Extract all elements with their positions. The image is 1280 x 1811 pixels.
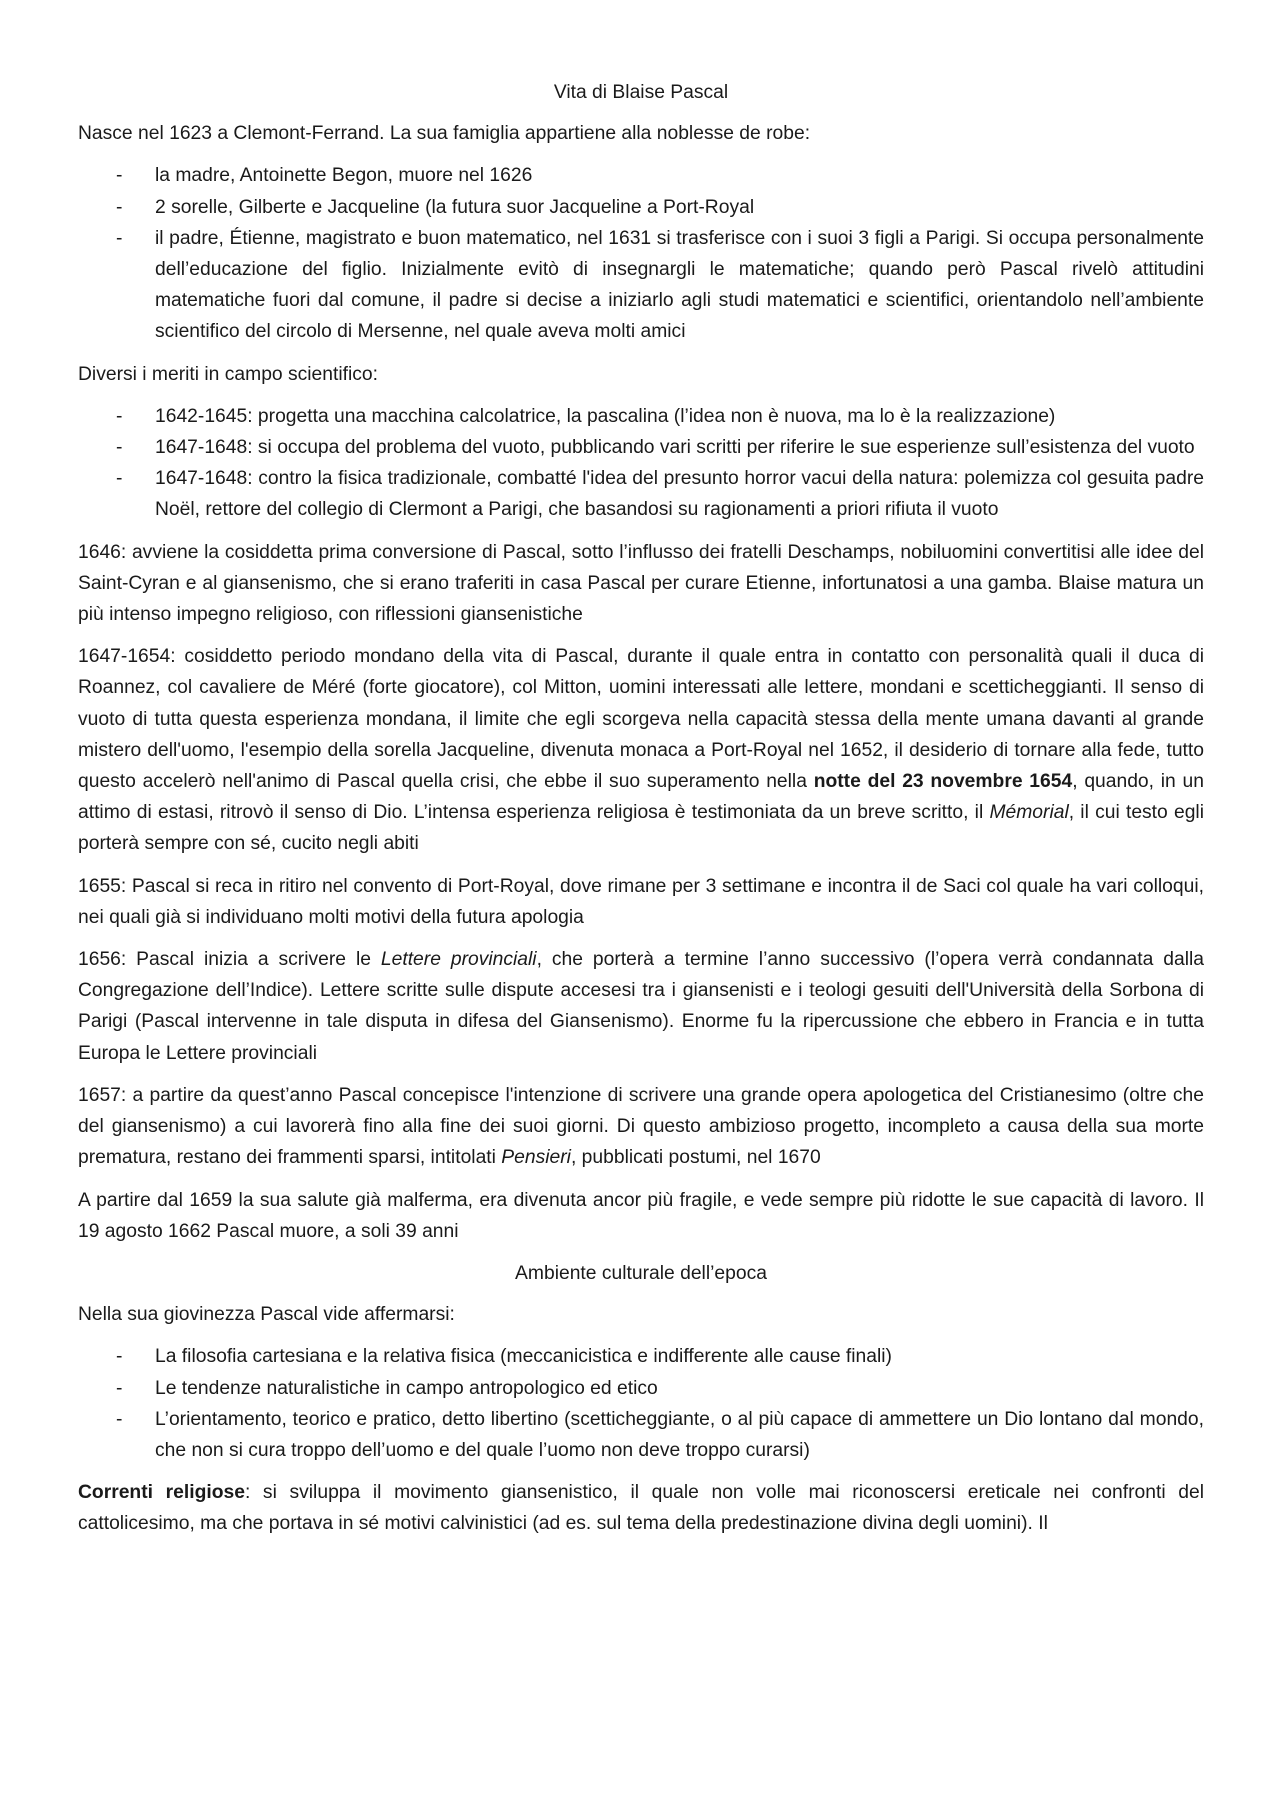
text-run: 1657: a partire da quest’anno Pascal concepisce l'intenzione di scrivere una grande opera apologetica del Cristianesimo (oltre che del giansenismo) a cui lavorerà fino alla fine dei suoi giorni. Di questo ambizioso progetto, incompleto a causa della sua morte prematura, restano dei frammenti sparsi, intitolati [78,1084,1204,1169]
list-item: - Le tendenze naturalistiche in campo antropologico ed etico [78,1373,1204,1404]
list-item: - 1647-1648: contro la fisica tradizionale, combatté l'idea del presunto horror vacui della natura: polemizza col gesuita padre Noël, rettore del collegio di Clermont a Parigi, che basandosi su ragionamenti a priori rifiuta il vuoto [78,463,1204,525]
youth-list [78,1341,1204,1466]
bold-heading: Correnti religiose [78,1482,245,1504]
family-list [78,160,1204,347]
youth-intro: Nella sua giovinezza Pascal vide affermarsi: [78,1304,455,1326]
list-item: - 1642-1645: progetta una macchina calcolatrice, la pascalina (l’idea non è nuova, ma lo è la realizzazione) [78,401,1204,432]
merits-list [78,401,1204,526]
text-run: 1647-1654: cosiddetto periodo mondano della vita di Pascal, durante il quale entra in contatto con personalità quali il duca di Roannez, col cavaliere de Méré (forte giocatore), col Mitton, uomini interessati alle lettere, mondani e scetticheggianti. Il senso di vuoto di tutta questa esperienza mondana, il limite che egli scorgeva nella capacità stessa della mente umana davanti al grande mistero dell'uomo, l'esempio della sorella Jacqueline, divenuta monaca a Port-Royal nel 1652, il desiderio di tornare alla fede, tutto questo accelerò nell'animo di Pascal quella crisi, che ebbe il suo superamento nella [78,646,1204,793]
paragraph-1646: 1646: avviene la cosiddetta prima conversione di Pascal, sotto l’influsso dei fratelli Deschamps, nobiluomini convertitisi alle idee del Saint-Cyran e al giansenismo, che si erano traferiti in casa Pascal per curare Etienne, infortunatosi a una gamba. Blaise matura un più intenso impegno religioso, con riflessioni giansenistiche [78,541,1204,626]
text-run: , il cui testo egli porterà sempre con sé, cucito negli abiti [78,802,1204,855]
list-item: - L’orientamento, teorico e pratico, detto libertino (scetticheggiante, o al più capace di ammettere un Dio lontano dal mondo, che non si cura troppo dell’uomo e del quale l’uomo non deve troppo curarsi) [78,1404,1204,1466]
text-run: , che porterà a termine l’anno successivo (l’opera verrà condannata dalla Congregazione dell’Indice). Lettere scritte sulle dispute accesesi tra i giansenisti e i teologi gesuiti dell'Università della Sorbona di Parigi (Pascal intervenne in tale disputa in difesa del Giansenismo). Enorme fu la ripercussione che ebbero in Francia e in tutta Europa le Lettere provinciali [78,949,1204,1064]
intro-paragraph: Nasce nel 1623 a Clemont-Ferrand. La sua famiglia appartiene alla noblesse de robe: [78,123,811,145]
list-item: - 1647-1648: si occupa del problema del vuoto, pubblicando vari scritti per riferire le sue esperienze sull’esistenza del vuoto [78,432,1204,463]
text-run: 1656: Pascal inizia a scrivere le [78,949,381,971]
italic-title: Pensieri [501,1147,571,1169]
page-title: Vita di Blaise Pascal [553,82,729,103]
paragraph-1657 [78,1080,1204,1174]
list-item: - La filosofia cartesiana e la relativa fisica (meccanicistica e indifferente alle cause finali) [78,1341,1204,1372]
list-item: - 2 sorelle, Gilberte e Jacqueline (la futura suor Jacqueline a Port-Royal [78,192,1204,223]
paragraph-1655: 1655: Pascal si reca in ritiro nel convento di Port-Royal, dove rimane per 3 settimane e incontra il de Saci col quale ha vari colloqui, nei quali già si individuano molti motivi della futura apologia [78,875,1204,928]
list-item: - la madre, Antoinette Begon, muore nel 1626 [78,160,1204,191]
text-run: : si sviluppa il movimento giansenistico, il quale non volle mai riconoscersi ereticale nei confronti del cattolicesimo, ma che portava in sé motivi calvinistici (ad es. sul tema della predestinazione divina degli uomini). Il [78,1482,1204,1535]
currents-paragraph [78,1477,1204,1539]
italic-title: Mémorial [989,802,1069,824]
section-title: Ambiente culturale dell’epoca [515,1262,767,1284]
bold-date: notte del 23 novembre 1654 [813,771,1073,793]
italic-title: Lettere provinciali [380,949,537,971]
paragraph-1656 [78,944,1204,1069]
text-run: , quando, in un attimo di estasi, ritrovò il senso di Dio. L’intensa esperienza religiosa è testimoniata da un breve scritto, il [78,771,1204,824]
merits-intro: Diversi i meriti in campo scientifico: [78,363,379,385]
text-run: , pubblicati postumi, nel 1670 [570,1147,821,1169]
list-item: - il padre, Étienne, magistrato e buon matematico, nel 1631 si trasferisce con i suoi 3 figli a Parigi. Si occupa personalmente dell’educazione del figlio. Inizialmente evitò di insegnargli le matematiche; quando però Pascal rivelò attitudini matematiche fuori dal comune, il padre si decise a iniziarlo agli studi matematici e scientifici, orientandolo nell’ambiente scientifico del circolo di Mersenne, nel quale aveva molti amici [78,223,1204,348]
paragraph-1647 [78,641,1204,859]
paragraph-1659: A partire dal 1659 la sua salute già malferma, era divenuta ancor più fragile, e vede sempre più ridotte le sue capacità di lavoro. Il 19 agosto 1662 Pascal muore, a soli 39 anni [78,1189,1204,1242]
